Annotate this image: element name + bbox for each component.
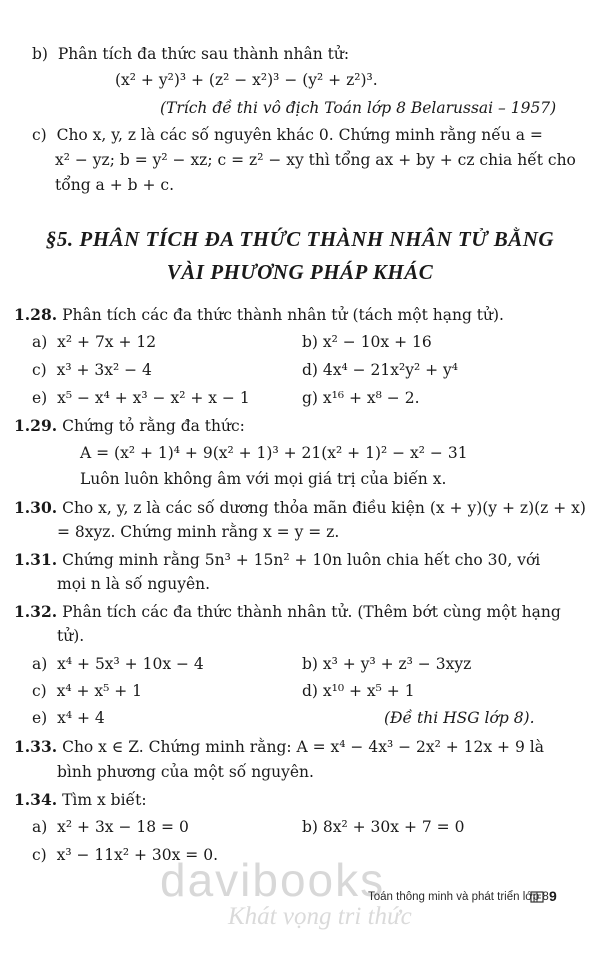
problem-1-33 — [14, 738, 544, 757]
item-1-32-d: d) x¹⁰ + x⁵ + 1 — [302, 682, 415, 700]
problem-1-32 — [14, 603, 561, 622]
problem-text: Chứng tỏ rằng đa thức: — [57, 417, 245, 435]
exercise-c-line-3: tổng a + b + c. — [55, 176, 174, 194]
problem-1-29-conclusion: Luôn luôn không âm với mọi giá trị của biến x. — [80, 470, 447, 488]
problem-text: Cho x ∈ Z. Chứng minh rằng: A = x⁴ − 4x³ − 2x² + 12x + 9 là — [57, 738, 544, 756]
problem-1-31 — [14, 551, 540, 570]
item-1-28-b: b) x² − 10x + 16 — [302, 333, 432, 351]
problem-number: 1.31. — [14, 550, 58, 569]
problem-text: Chứng minh rằng 5n³ + 15n² + 10n luôn chia hết cho 30, với — [57, 551, 541, 569]
item-1-32-a: a) x⁴ + 5x³ + 10x − 4 — [32, 655, 204, 673]
problem-1-33-line-2: bình phương của một số nguyên. — [57, 763, 314, 781]
footer-book-title: Toán thông minh và phát triển lớp 8 — [368, 891, 549, 903]
problem-text: Phân tích các đa thức thành nhân tử (tách một hạng tử). — [57, 306, 504, 324]
problem-1-32-line-2: tử). — [57, 627, 85, 645]
exercise-c-line-2: x² − yz; b = y² − xz; c = z² − xy thì tổng ax + by + cz chia hết cho — [55, 151, 576, 169]
watermark-slogan: Khát vọng tri thức — [228, 903, 412, 930]
item-1-32-e: e) x⁴ + 4 — [32, 709, 105, 727]
item-1-28-g: g) x¹⁶ + x⁸ − 2. — [302, 389, 420, 407]
page-number: 9 — [549, 888, 557, 904]
exercise-b-heading: b) Phân tích đa thức sau thành nhân tử: — [32, 45, 350, 63]
item-1-34-c: c) x³ − 11x² + 30x = 0. — [32, 846, 218, 864]
problem-number: 1.32. — [14, 602, 58, 621]
problem-number: 1.28. — [14, 305, 58, 324]
problem-number: 1.34. — [14, 790, 58, 809]
problem-text: Phân tích các đa thức thành nhân tử. (Thêm bớt cùng một hạng — [57, 603, 561, 621]
item-1-28-c: c) x³ + 3x² − 4 — [32, 361, 152, 379]
watermark-logo: davibooks — [160, 854, 386, 906]
problem-number: 1.30. — [14, 498, 58, 517]
problem-1-30 — [14, 499, 586, 518]
problem-1-34 — [14, 791, 147, 810]
problem-text: Tìm x biết: — [57, 791, 147, 809]
item-1-34-a: a) x² + 3x − 18 = 0 — [32, 818, 189, 836]
item-1-28-d: d) 4x⁴ − 21x²y² + y⁴ — [302, 361, 459, 379]
problem-1-29-formula: A = (x² + 1)⁴ + 9(x² + 1)³ + 21(x² + 1)² − x² − 31 — [80, 444, 468, 462]
item-1-34-b: b) 8x² + 30x + 7 = 0 — [302, 818, 465, 836]
book-page-icon — [530, 890, 544, 904]
item-1-32-b: b) x³ + y³ + z³ − 3xyz — [302, 655, 472, 673]
exercise-c-line-1: c) Cho x, y, z là các số nguyên khác 0. Chứng minh rằng nếu a = — [32, 126, 543, 144]
item-1-32-source: (Đề thi HSG lớp 8). — [384, 709, 535, 727]
problem-1-31-line-2: mọi n là số nguyên. — [57, 575, 211, 593]
exercise-b-source: (Trích đề thi vô địch Toán lớp 8 Belarussai – 1957) — [160, 99, 557, 117]
exercise-b-expression: (x² + y²)³ + (z² − x²)³ − (y² + z²)³. — [115, 71, 378, 89]
problem-number: 1.29. — [14, 416, 58, 435]
problem-1-30-line-2: = 8xyz. Chứng minh rằng x = y = z. — [57, 523, 340, 541]
problem-1-28 — [14, 306, 504, 325]
item-1-32-c: c) x⁴ + x⁵ + 1 — [32, 682, 143, 700]
problem-number: 1.33. — [14, 737, 58, 756]
section-title-line-2: VÀI PHƯƠNG PHÁP KHÁC — [166, 260, 434, 284]
item-1-28-e: e) x⁵ − x⁴ + x³ − x² + x − 1 — [32, 389, 250, 407]
problem-1-29 — [14, 417, 245, 436]
problem-text: Cho x, y, z là các số dương thỏa mãn điều kiện (x + y)(y + z)(z + x) — [57, 499, 586, 517]
section-title-line-1: §5. PHÂN TÍCH ĐA THỨC THÀNH NHÂN TỬ BẰNG — [45, 227, 555, 251]
item-1-28-a: a) x² + 7x + 12 — [32, 333, 157, 351]
